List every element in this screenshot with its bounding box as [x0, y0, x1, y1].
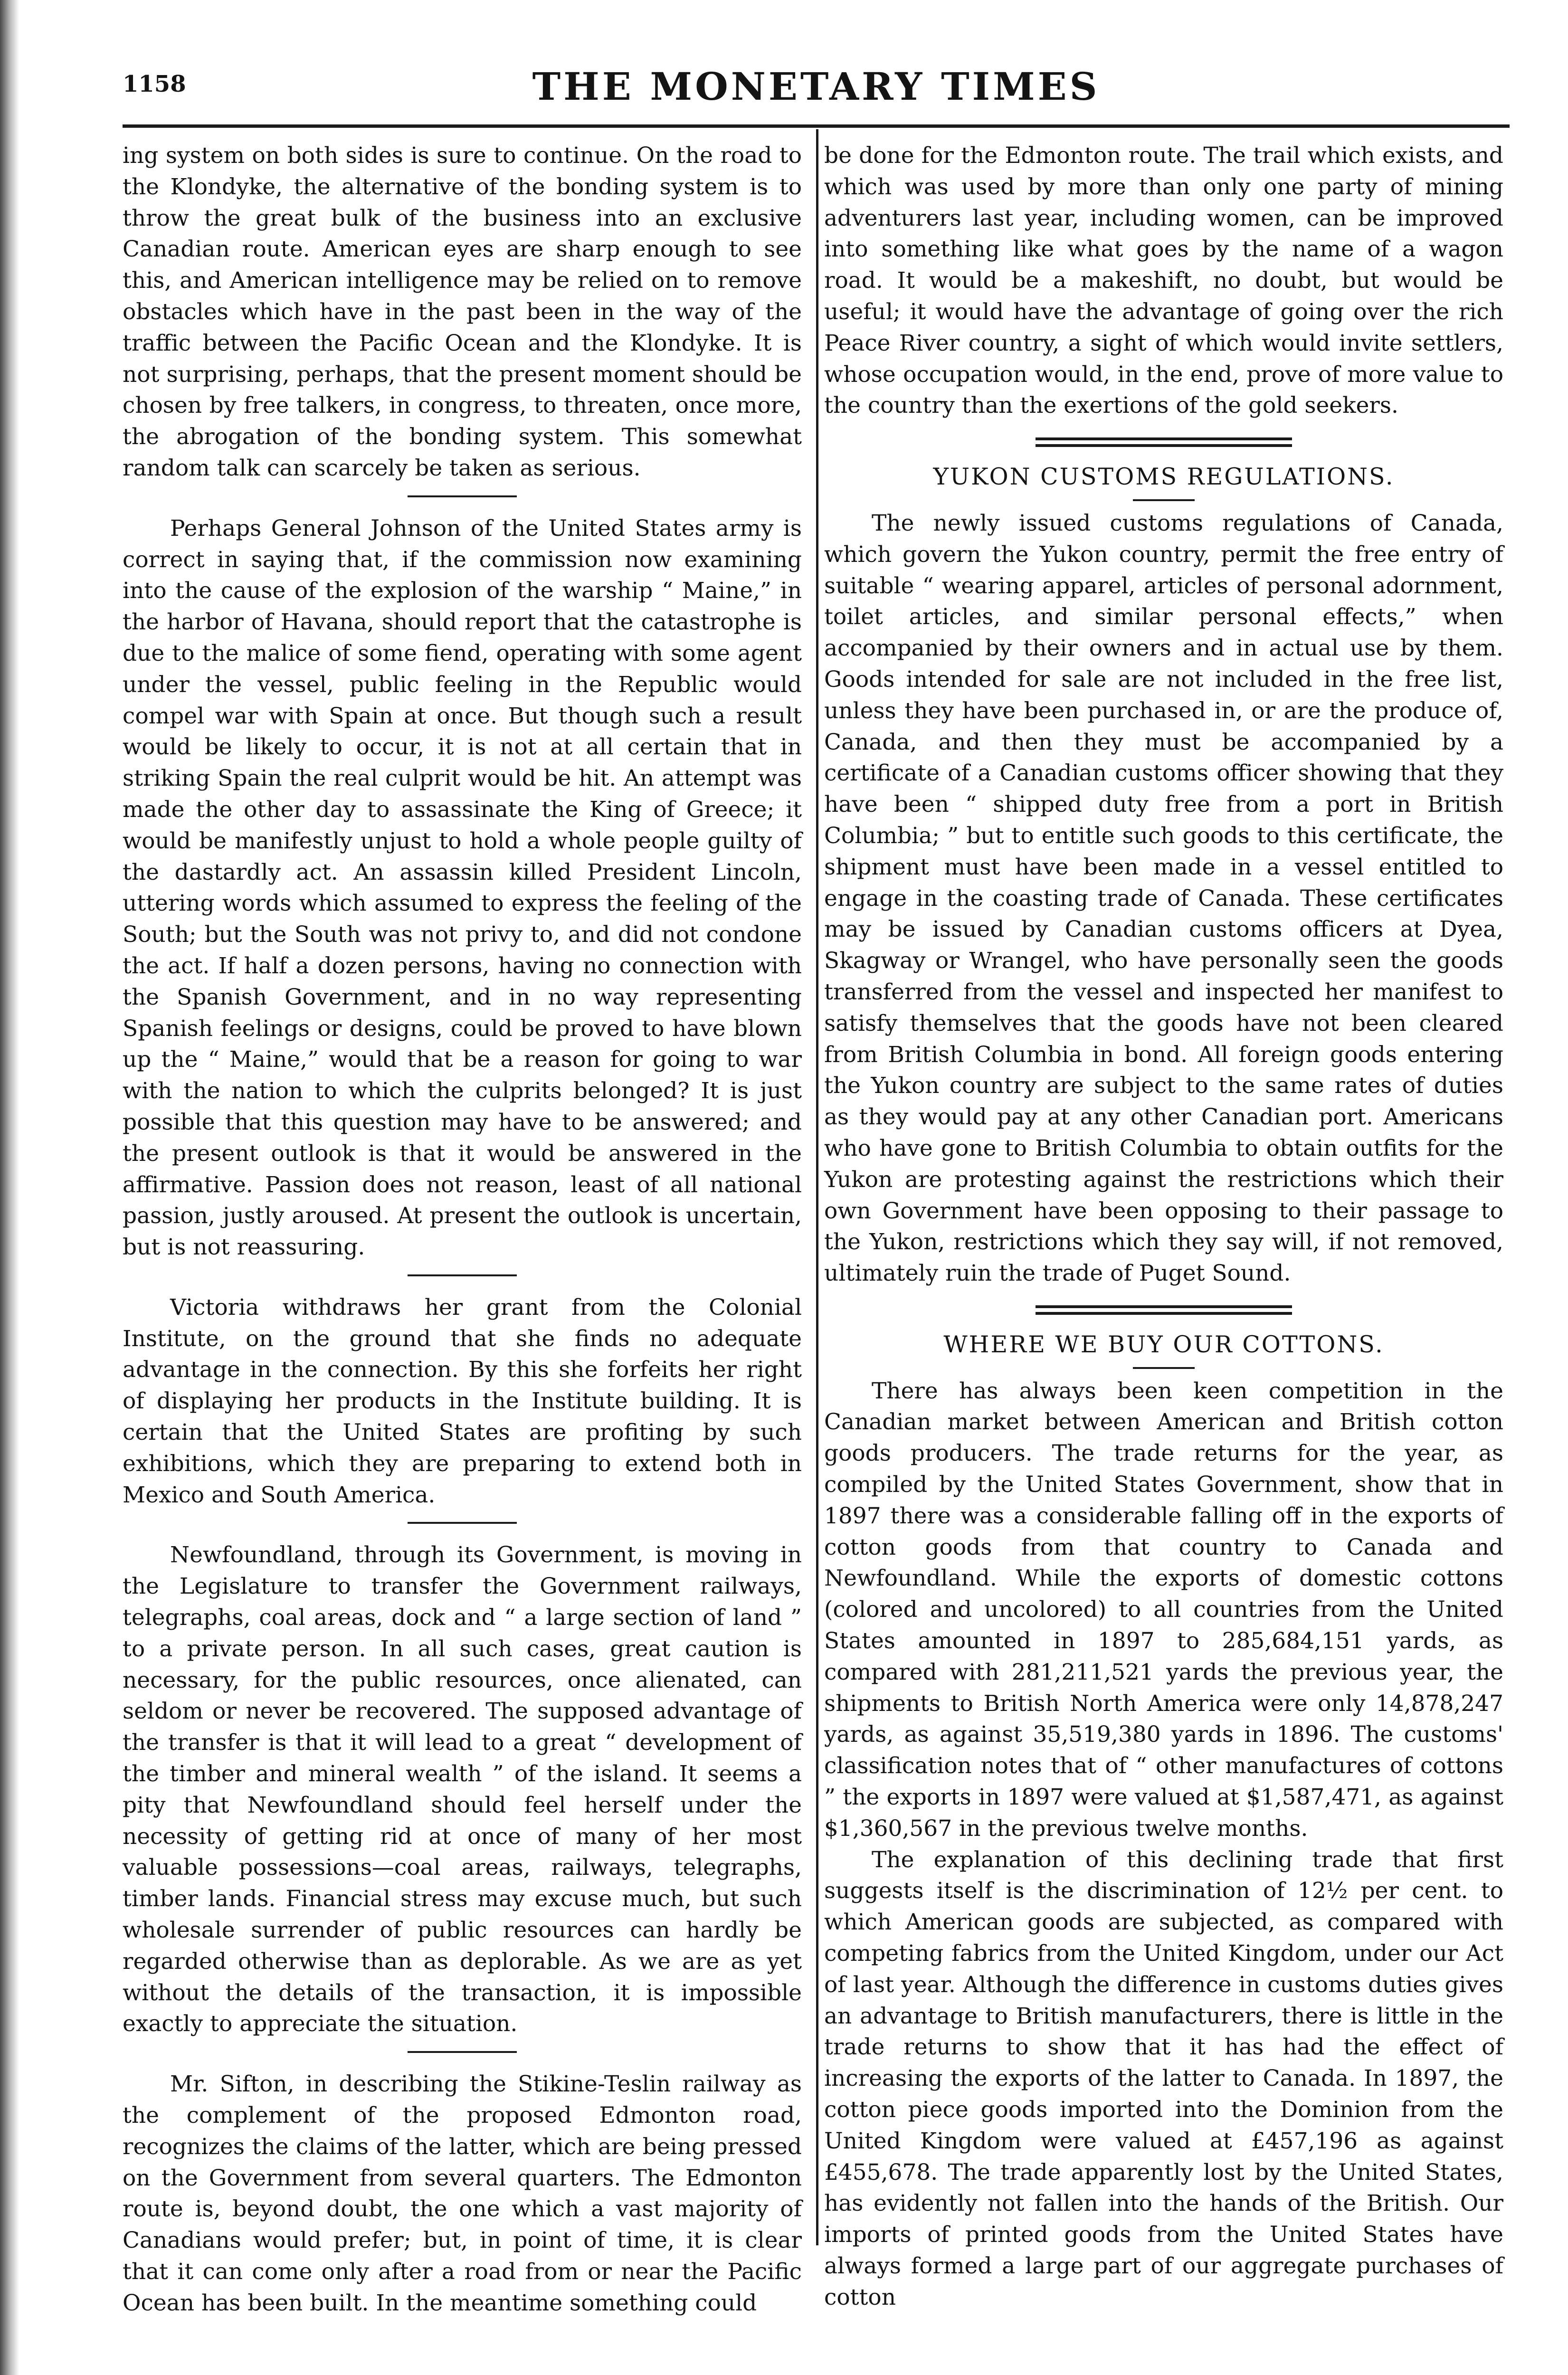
paragraph-cottons-explanation: The explanation of this declining trade that first suggests itself is the discrimination of 12½ per cent. to which American goods are subjected, as compared with competing fabrics from the United Kingdom, under our Act of last year. Although the difference in customs duties gives an advantage to British manufacturers, there is little in the trade returns to show that it has had the effect of increasing the exports of the latter to Canada. In 1897, the cotton piece goods imported into the Dominion from the United Kingdom were valued at £457,196 as against £455,678. The trade apparently lost by the United States, has evidently not fallen into the hands of the British. Our imports of printed goods from the United States have always formed a large part of our aggregate purchases of cotton: [824, 1846, 1503, 2310]
right-column: [824, 140, 1503, 2313]
column-divider: [816, 129, 818, 2245]
section-separator: [408, 1522, 517, 1524]
page-number: 1158: [123, 71, 186, 97]
paragraph-newfoundland: Newfoundland, through its Government, is moving in the Legislature to transfer the Government railways, telegraphs, coal areas, dock and “ a large section of land ” to a private person. In all such cases, great caution is necessary, for the public resources, once alienated, can seldom or never be recovered. The supposed advantage of the transfer is that it will lead to a great “ development of the timber and mineral wealth ” of the island. It seems a pity that Newfoundland should feel herself under the necessity of getting rid at once of many of her most valuable possessions—coal areas, railways, telegraphs, timber lands. Financial stress may excuse much, but such wholesale surrender of public resources can hardly be regarded otherwise than as deplorable. As we are as yet without the details of the transaction, it is impossible exactly to appreciate the situation.: [123, 1542, 802, 2037]
article-heading-yukon: YUKON CUSTOMS REGULATIONS.: [933, 463, 1395, 491]
paragraph-edmonton-continued: be done for the Edmonton route. The trail which exists, and which was used by more than only one party of mining adventurers last year, including women, can be improved into something like what goes by the name of a wagon road. It would be a makeshift, no doubt, but would be useful; it would have the advantage of going over the rich Peace River country, a sight of which would invite settlers, whose occupation would, in the end, prove of more value to the country than the exertions of the gold seekers.: [824, 142, 1503, 419]
section-separator: [408, 2051, 517, 2053]
double-rule: [1036, 437, 1292, 447]
paragraph-bonding-continued: ing system on both sides is sure to continue. On the road to the Klondyke, the alternative of the bonding system is to throw the great bulk of the business into an exclusive Canadian route. American eyes are sharp enough to see this, and American intelligence may be relied on to remove obstacles which have in the past been in the way of the traffic between the Pacific Ocean and the Klondyke. It is not surprising, perhaps, that the present moment should be chosen by free talkers, in congress, to threaten, once more, the abrogation of the bonding system. This somewhat random talk can scarcely be taken as serious.: [123, 142, 802, 481]
page-header: [123, 64, 1510, 121]
paragraph-sifton: Mr. Sifton, in describing the Stikine-Teslin railway as the complement of the proposed Edmonton road, recognizes the claims of the latter, which are being pressed on the Government from several quarters. The Edmonton route is, beyond doubt, the one which a vast majority of Canadians would prefer; but, in point of time, it is clear that it can come only after a road from or near the Pacific Ocean has been built. In the meantime something could: [123, 2071, 802, 2316]
section-separator: [408, 1274, 517, 1276]
paragraph-victoria: Victoria withdraws her grant from the Colonial Institute, on the ground that she finds no adequate advantage in the connection. By this she forfeits her right of displaying her products in the Institute building. It is certain that the United States are profiting by such exhibitions, which they are preparing to extend both in Mexico and South America.: [123, 1294, 802, 1508]
page-edge-shadow: [0, 0, 19, 2375]
article-heading-cottons: WHERE WE BUY OUR COTTONS.: [943, 1330, 1384, 1358]
section-separator: [408, 495, 517, 497]
paragraph-yukon-customs: The newly issued customs regulations of Canada, which govern the Yukon country, permit the free entry of suitable “ wearing apparel, articles of personal adornment, toilet articles, and similar personal effects,” when accompanied by their owners and in actual use by them. Goods intended for sale are not included in the free list, unless they have been purchased in, or are the produce of, Canada, and then they must be accompanied by a certificate of a Canadian customs officer showing that they have been “ shipped duty free from a port in British Columbia; ” but to entitle such goods to this certificate, the shipment must have been made in a vessel entitled to engage in the coasting trade of Canada. These certificates may be issued by Canadian customs officers at Dyea, Skagway or Wrangel, who have personally seen the goods transferred from the vessel and inspected her manifest to satisfy themselves that the goods have not been cleared from British Columbia in bond. All foreign goods entering the Yukon country are subject to the same rates of duties as they would pay at any other Canadian port. Americans who have gone to British Columbia to obtain outfits for the Yukon are protesting against the restrictions which their own Government have been opposing to their passage to the Yukon, restrictions which they say will, if not removed, ultimately ruin the trade of Puget Sound.: [824, 510, 1503, 1287]
heading-rule: [1133, 499, 1195, 501]
publication-title: THE MONETARY TIMES: [532, 64, 1100, 109]
left-column: [123, 140, 802, 2319]
double-rule: [1036, 1305, 1292, 1315]
heading-rule: [1133, 1367, 1195, 1369]
paragraph-maine: Perhaps General Johnson of the United States army is correct in saying that, if the commission now examining into the cause of the explosion of the warship “ Maine,” in the harbor of Havana, should report that the catastrophe is due to the malice of some fiend, operating with some agent under the vessel, public feeling in the Republic would compel war with Spain at once. But though such a result would be likely to occur, it is not at all certain that in striking Spain the real culprit would be hit. An attempt was made the other day to assassinate the King of Greece; it would be manifestly unjust to hold a whole people guilty of the dastardly act. An assassin killed President Lincoln, uttering words which assumed to express the feeling of the South; but the South was not privy to, and did not condone the act. If half a dozen persons, having no connection with the Spanish Government, and in no way representing Spanish feelings or designs, could be proved to have blown up the “ Maine,” would that be a reason for going to war with the nation to which the culprits belonged? It is just possible that this question may have to be answered; and the present outlook is that it would be answered in the affirmative. Passion does not reason, least of all national passion, justly aroused. At present the outlook is uncertain, but is not reassuring.: [123, 515, 802, 1261]
header-rule: [123, 124, 1510, 128]
paragraph-cottons-competition: There has always been keen competition in the Canadian market between American and British cotton goods producers. The trade returns for the year, as compiled by the United States Government, show that in 1897 there was a considerable falling off in the exports of cotton goods from that country to Canada and Newfoundland. While the exports of domestic cottons (colored and uncolored) to all countries from the United States amounted in 1897 to 285,684,151 yards, as compared with 281,211,521 yards the previous year, the shipments to British North America were only 14,878,247 yards, as against 35,519,380 yards in 1896. The customs' classification notes that of “ other manufactures of cottons ” the exports in 1897 were valued at $1,587,471, as against $1,360,567 in the previous twelve months.: [824, 1378, 1503, 1842]
